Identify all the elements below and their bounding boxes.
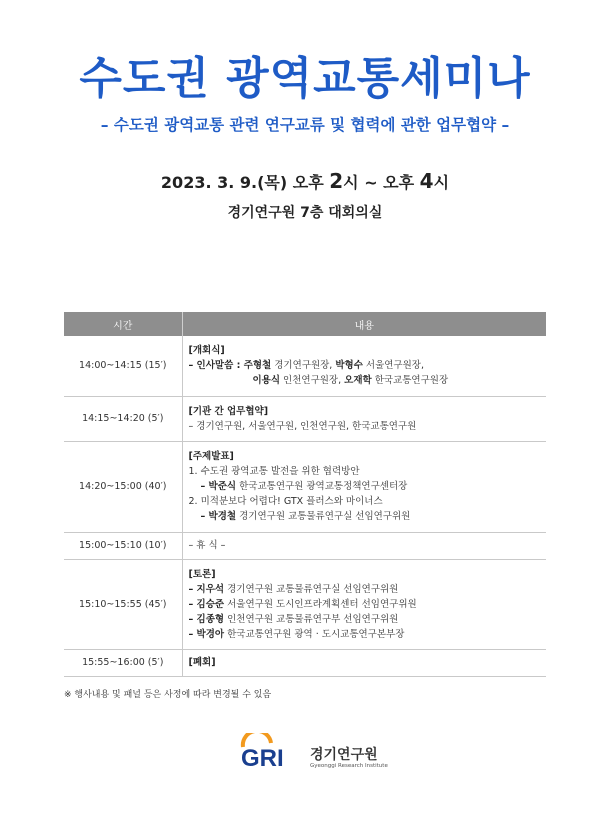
section-presentation: [주제발표] [188, 451, 234, 462]
discussant-name: – 지우석 [188, 583, 225, 595]
time-mid: 시 ~ 오후 [343, 173, 420, 192]
header-content: 내용 [182, 312, 546, 336]
discussant [189, 582, 541, 597]
topic-1: 1. 수도권 광역교통 발전을 위한 협력방안 [188, 466, 360, 477]
greeting-label: – 인사말씀 : [188, 360, 244, 372]
row-time: 15:00~15:10 (10′) [64, 532, 182, 559]
speaker-name: 박형수 [335, 360, 363, 372]
speaker-title: 한국교통연구원장 [371, 375, 449, 387]
row-time: 15:10~15:55 (45′) [64, 559, 182, 649]
gri-logo [240, 733, 390, 773]
gri-logo-icon [240, 733, 308, 769]
speaker-name: 오재학 [344, 375, 372, 387]
row-time: 14:20~15:00 (40′) [64, 441, 182, 532]
row-content [182, 649, 546, 676]
time-suffix: 시 [433, 173, 450, 192]
event-date: 2023. 3. 9. [160, 173, 258, 192]
greeting-line-1 [189, 358, 541, 373]
presenter-title: 한국교통연구원 광역교통정책연구센터장 [236, 481, 408, 492]
discussant-title: 서울연구원 도시인프라계획센터 선임연구위원 [224, 598, 417, 610]
table-row [64, 532, 546, 559]
table-row [64, 396, 546, 441]
presenter-name: – 박준식 [200, 481, 237, 492]
time-prefix: 오후 [287, 173, 330, 192]
discussant [189, 597, 541, 612]
logo-subtitle: Gyeonggi Research Institute [310, 763, 388, 769]
discussant-title: 인천연구원 교통물류연구부 선임연구위원 [224, 613, 399, 625]
discussant [189, 612, 541, 627]
section-discussion: [토론] [188, 568, 216, 580]
speaker-title: 서울연구원장, [362, 360, 424, 372]
speaker-name: 이용식 [252, 375, 281, 387]
table-row [64, 441, 546, 532]
row-content: – 휴 식 – [182, 532, 546, 559]
section-opening: [개회식] [188, 345, 225, 357]
table-header-row [64, 312, 546, 336]
section-mou: [기관 간 업무협약] [188, 405, 269, 417]
start-hour: 2 [329, 169, 344, 193]
page-subtitle: – 수도권 광역교통 관련 연구교류 및 협력에 관한 업무협약 – [100, 116, 510, 134]
row-content [182, 336, 546, 396]
discussant-name: – 박경아 [188, 628, 225, 640]
greeting-line-2 [189, 373, 541, 388]
discussant-title: 경기연구원 교통물류연구실 선임연구위원 [224, 583, 399, 595]
logo-mark-text: GRI [241, 745, 284, 769]
speaker-title: 인천연구원장, [280, 375, 345, 387]
discussant-name: – 김종형 [188, 613, 225, 625]
event-weekday: (목) [257, 173, 288, 192]
row-content [182, 559, 546, 649]
discussant-name: – 김승준 [188, 598, 225, 610]
speaker-title: 경기연구원장, [271, 360, 336, 372]
page-title: 수도권 광역교통세미나 [79, 53, 531, 104]
row-time: 15:55~16:00 (5′) [64, 649, 182, 676]
discussant-title: 한국교통연구원 광역 · 도시교통연구본부장 [224, 628, 405, 640]
agenda-table [64, 312, 546, 677]
discussant [189, 627, 541, 642]
section-closing: [폐회] [188, 657, 216, 668]
presenter-title: 경기연구원 교통물류연구실 선임연구위원 [236, 511, 411, 522]
row-time: 14:00~14:15 (15′) [64, 336, 182, 396]
mou-line: – 경기연구원, 서울연구원, 인천연구원, 한국교통연구원 [188, 420, 417, 432]
table-row [64, 649, 546, 676]
table-row [64, 336, 546, 396]
logo-name: 경기연구원 [310, 747, 378, 763]
header-time: 시간 [64, 312, 182, 336]
topic-2: 2. 미적분보다 어렵다! GTX 플러스와 마이너스 [188, 496, 383, 507]
end-hour: 4 [419, 169, 434, 193]
footnote: ※ 행사내용 및 패널 등은 사정에 따라 변경될 수 있음 [64, 690, 272, 700]
presenter-name: – 박경철 [200, 511, 237, 522]
row-content [182, 441, 546, 532]
event-datetime [0, 169, 610, 193]
speaker-name: 주형철 [243, 360, 272, 372]
presenter-2 [189, 509, 541, 524]
presenter-1 [189, 479, 541, 494]
event-venue: 경기연구원 7층 대회의실 [227, 205, 383, 221]
row-content [182, 396, 546, 441]
row-time: 14:15~14:20 (5′) [64, 396, 182, 441]
table-row [64, 559, 546, 649]
